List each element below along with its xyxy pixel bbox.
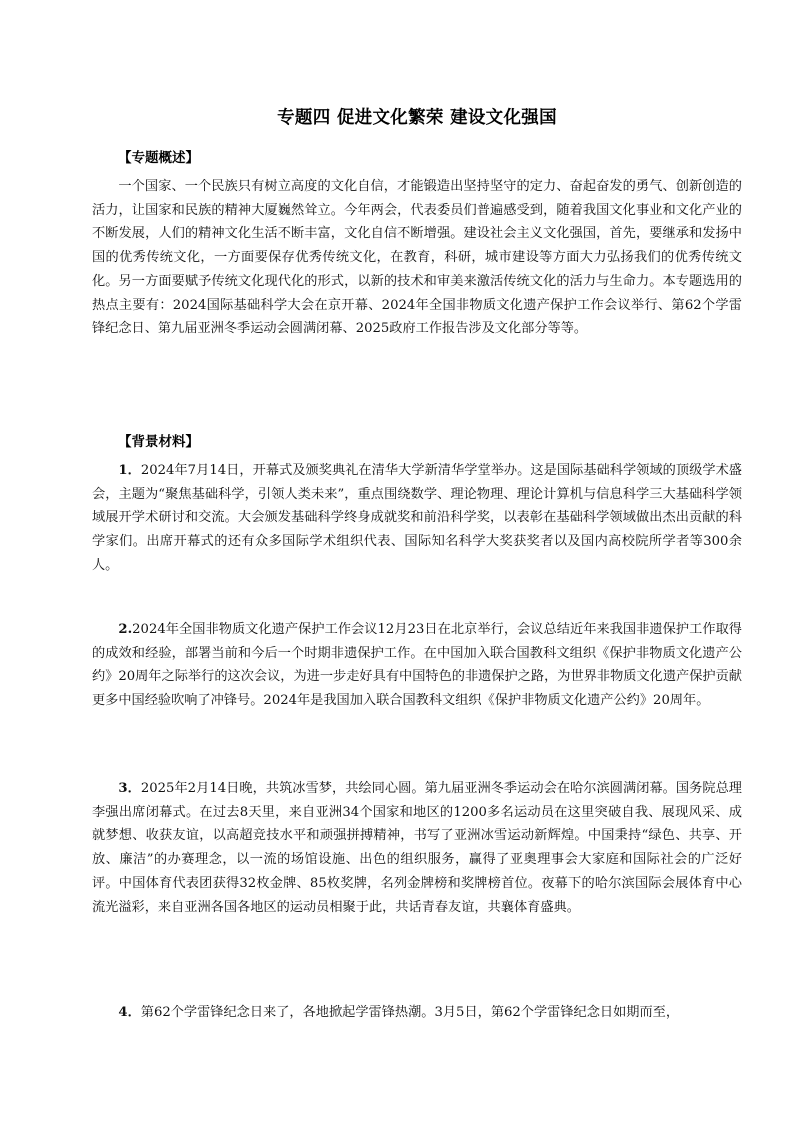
item-number: 4．	[118, 1005, 141, 1020]
overview-heading: 【专题概述】	[118, 150, 199, 166]
item-number: 1．	[118, 463, 141, 478]
background-item-1	[92, 459, 742, 578]
item-number: 2.	[118, 622, 133, 637]
background-heading: 【背景材料】	[118, 434, 199, 450]
background-item-3	[92, 777, 742, 919]
item-text: 2024年全国非物质文化遗产保护工作会议12月23日在北京举行，会议总结近年来我国非遗保护工作取得的成效和经验，部署当前和今后一个时期非遗保护工作。在中国加入联合国教科文组织《保护非物质文化遗产公约》20周年之际举行的这次会议，为进一步走好具有中国特色的非遗保护之路，为世界非物质文化遗产保护贡献更多中国经验吹响了冲锋号。2024年是我国加入联合国教科文组织《保护非物质文化遗产公约》20周年。	[92, 622, 742, 709]
background-item-2	[92, 618, 742, 713]
item-text: 2025年2月14日晚，共筑冰雪梦，共绘同心圆。第九届亚洲冬季运动会在哈尔滨圆满闭幕。国务院总理李强出席闭幕式。在过去8天里，来自亚洲34个国家和地区的1200多名运动员在这里突破自我、展现风采、成就梦想、收获友谊，以高超竞技水平和顽强拼搏精神，书写了亚洲冰雪运动新辉煌。中国秉持“绿色、共享、开放、廉洁”的办赛理念，以一流的场馆设施、出色的组织服务，赢得了亚奥理事会大家庭和国际社会的广泛好评。中国体育代表团获得32枚金牌、85枚奖牌，名列金牌榜和奖牌榜首位。夜幕下的哈尔滨国际会展体育中心流光溢彩，来自亚洲各国各地区的运动员相聚于此，共话青春友谊，共襄体育盛典。	[92, 781, 742, 915]
page-title: 专题四 促进文化繁荣 建设文化强国	[277, 108, 557, 128]
overview-paragraph: 一个国家、一个民族只有树立高度的文化自信，才能锻造出坚持坚守的定力、奋起奋发的勇气、创新创造的活力，让国家和民族的精神大厦巍然耸立。今年两会，代表委员们普遍感受到，随着我国文化事业和文化产业的不断发展，人们的精神文化生活不断丰富，文化自信不断增强。建设社会主义文化强国，首先，要继承和发扬中国的优秀传统文化，一方面要保存优秀传统文化，在教育，科研，城市建设等方面大力弘扬我们的优秀传统文化。另一方面要赋予传统文化现代化的形式，以新的技术和审美来激活传统文化的活力与生命力。本专题选用的热点主要有：2024国际基础科学大会在京开幕、2024年全国非物质文化遗产保护工作会议举行、第62个学雷锋纪念日、第九届亚洲冬季运动会圆满闭幕、2025政府工作报告涉及文化部分等等。	[92, 179, 742, 337]
item-text: 2024年7月14日，开幕式及颁奖典礼在清华大学新清华学堂举办。这是国际基础科学领域的顶级学术盛会，主题为“聚焦基础科学，引领人类未来”，重点围绕数学、理论物理、理论计算机与信息科学三大基础科学领域展开学术研讨和交流。大会颁发基础科学终身成就奖和前沿科学奖，以表彰在基础科学领域做出杰出贡献的科学家们。出席开幕式的还有众多国际学术组织代表、国际知名科学大奖获奖者以及国内高校院所学者等300余人。	[92, 463, 742, 573]
item-number: 3．	[118, 781, 141, 796]
background-item-4	[92, 1001, 742, 1025]
item-text: 第62个学雷锋纪念日来了，各地掀起学雷锋热潮。3月5日，第62个学雷锋纪念日如期而至，	[140, 1005, 680, 1020]
